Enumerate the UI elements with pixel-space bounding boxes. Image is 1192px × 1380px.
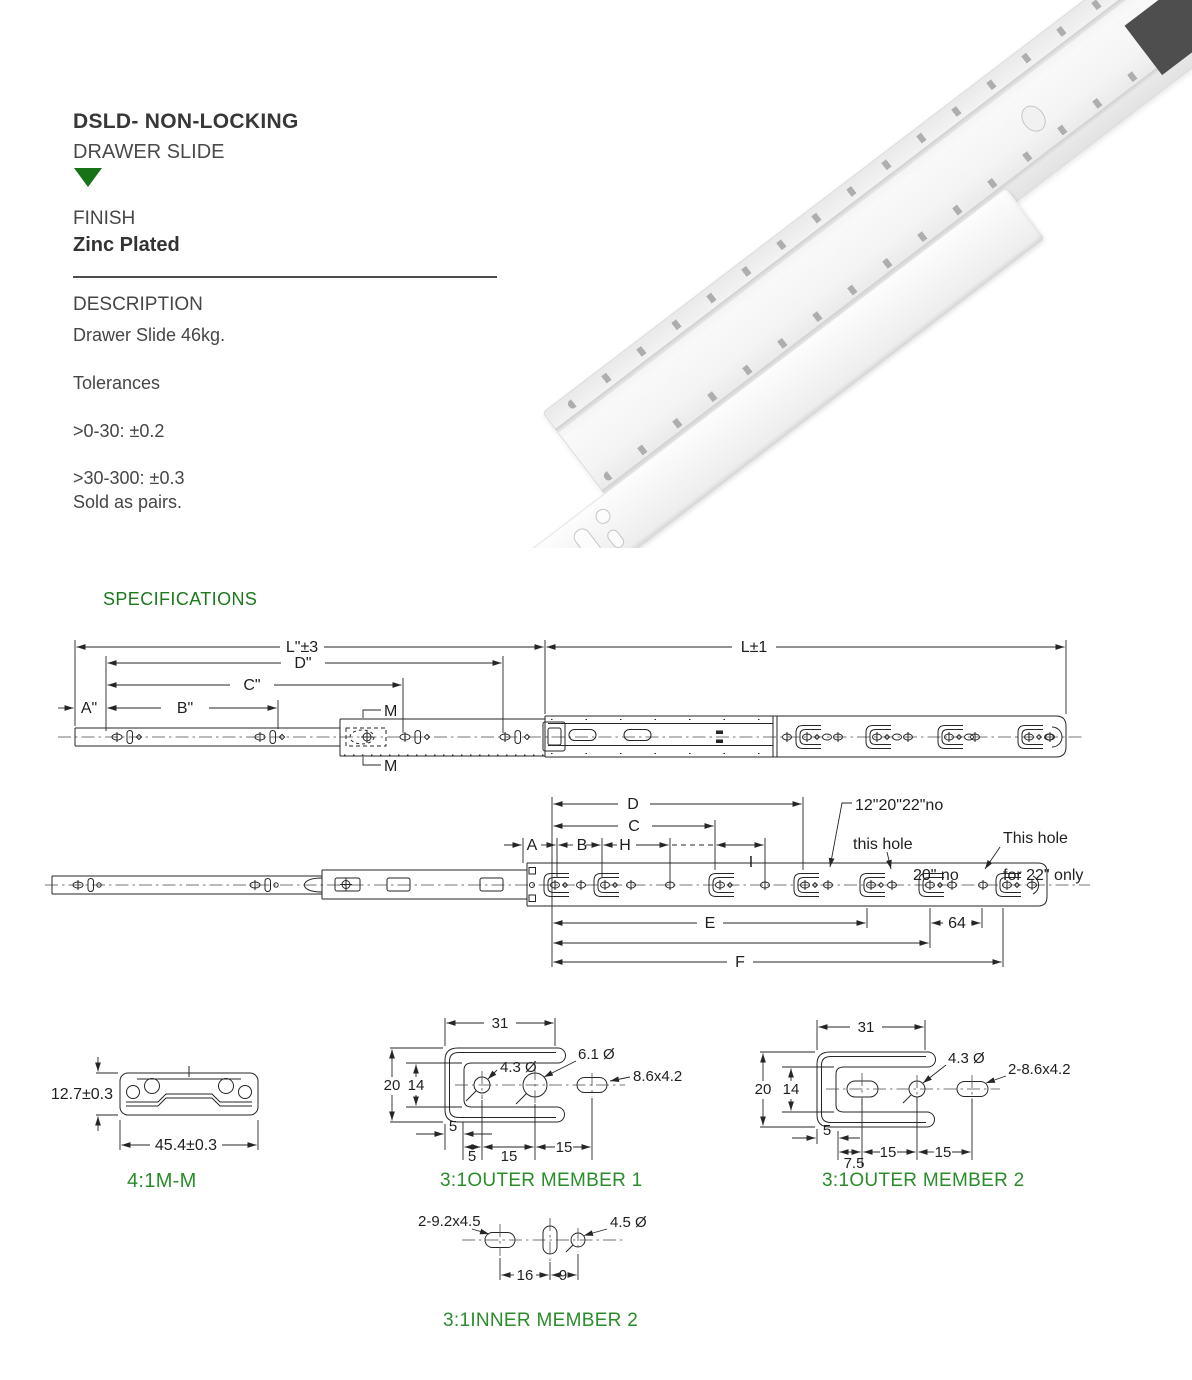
page-title: DSLD- NON-LOCKING	[73, 110, 299, 133]
finish-label: FINISH	[73, 208, 136, 229]
om1-dim-5a: 5	[448, 1118, 458, 1135]
drawing-top-view-2	[40, 786, 1192, 986]
finish-value: Zinc Plated	[73, 234, 180, 256]
divider	[73, 276, 497, 278]
mm-dim-width: 45.4±0.3	[154, 1137, 218, 1154]
om2-dim-15a: 15	[879, 1144, 897, 1161]
om1-dim-5b: 5	[467, 1148, 477, 1165]
om1-dim-15a: 15	[500, 1148, 518, 1165]
im2-dim-9: 9	[558, 1267, 568, 1284]
om1-dim-31: 31	[491, 1015, 509, 1032]
d2-dim-64: 64	[948, 915, 966, 932]
d2-note-sizes: 12"20"22"no	[855, 797, 944, 814]
d2-dim-b: B	[576, 837, 588, 854]
d2-dim-d: D	[627, 796, 639, 813]
d2-dim-a: A	[526, 837, 538, 854]
drawing-inner-member-2	[400, 1200, 710, 1310]
d1-dim-l1: L±1	[740, 639, 768, 656]
d2-note-20-no: 20" no	[913, 867, 959, 884]
om1-hole-small: 4.3 Ø	[500, 1059, 537, 1076]
label-outer-member-1: 3:1OUTER MEMBER 1	[440, 1170, 643, 1191]
om2-dim-14: 14	[782, 1081, 800, 1098]
om1-dim-14: 14	[407, 1077, 425, 1094]
om1-dim-20: 20	[383, 1077, 401, 1094]
description-value: Drawer Slide 46kg.	[73, 325, 226, 345]
d2-dim-i: I	[748, 854, 754, 871]
om1-slot: 8.6x4.2	[633, 1068, 683, 1085]
page-subtitle: DRAWER SLIDE	[73, 141, 225, 163]
om2-dim-31: 31	[857, 1019, 875, 1036]
mm-geometry	[120, 1066, 258, 1115]
mm-dim-height: 12.7±0.3	[50, 1086, 113, 1103]
im2-slot: 2-9.2x4.5	[418, 1213, 481, 1230]
photo-small-hole	[592, 506, 613, 527]
drawing-outer-member-1	[375, 1008, 710, 1173]
om1-dimensions	[384, 1015, 683, 1165]
d1-dim-l3: L"±3	[285, 639, 319, 656]
d2-note-this-hole-2: This hole	[1003, 830, 1068, 847]
om2-dim-75: 7.5	[843, 1155, 865, 1172]
d1-dimensions	[58, 639, 1066, 775]
om2-dim-5: 5	[822, 1122, 832, 1139]
tolerance-2: >30-300: ±0.3	[73, 468, 185, 488]
d1-m-bottom: M	[384, 758, 398, 775]
label-inner-member-2: 3:1INNER MEMBER 2	[443, 1310, 639, 1331]
slide-assembly	[530, 0, 1192, 548]
d1-m-top: M	[384, 703, 398, 720]
drawing-outer-member-2	[735, 1008, 1095, 1173]
label-outer-member-2: 3:1OUTER MEMBER 2	[822, 1170, 1025, 1191]
d2-dim-e: E	[704, 915, 716, 932]
om2-dim-15b: 15	[934, 1144, 952, 1161]
om2-slot: 2-8.6x4.2	[1008, 1061, 1071, 1078]
d2-dim-c: C	[628, 818, 640, 835]
om1-hole-large: 6.1 Ø	[578, 1046, 615, 1063]
specifications-heading: SPECIFICATIONS	[103, 589, 258, 609]
om2-dim-20: 20	[754, 1081, 772, 1098]
tolerances-label: Tolerances	[73, 373, 161, 393]
im2-dim-16: 16	[516, 1267, 534, 1284]
d1-dim-b: B"	[176, 700, 194, 717]
im2-hole: 4.5 Ø	[610, 1214, 647, 1231]
im2-dimensions	[418, 1213, 647, 1284]
photo-small-slot	[605, 527, 627, 548]
om1-dim-15b: 15	[555, 1139, 573, 1156]
tolerance-1: >0-30: ±0.2	[73, 421, 165, 441]
om2-hole: 4.3 Ø	[948, 1050, 985, 1067]
d1-dim-a: A"	[80, 700, 98, 717]
d2-note-this-hole: this hole	[853, 836, 913, 853]
sold-as-pairs: Sold as pairs.	[73, 492, 183, 512]
d1-dim-c: C"	[243, 677, 261, 694]
product-photo	[530, 0, 1192, 548]
d1-geometry	[58, 716, 1085, 757]
d2-dim-h: H	[619, 837, 631, 854]
im2-geometry	[462, 1218, 625, 1262]
photo-outer-rail	[542, 0, 1192, 508]
d1-dim-d: D"	[294, 655, 312, 672]
label-mm: 4:1M-M	[127, 1170, 197, 1192]
triangle-icon	[74, 168, 102, 187]
d2-dim-f: F	[735, 954, 745, 971]
description-label: DESCRIPTION	[73, 294, 203, 315]
drawing-top-view-1	[50, 628, 1192, 788]
d2-note-22-only: for 22" only	[1003, 867, 1084, 884]
photo-slot-hole	[570, 525, 604, 548]
